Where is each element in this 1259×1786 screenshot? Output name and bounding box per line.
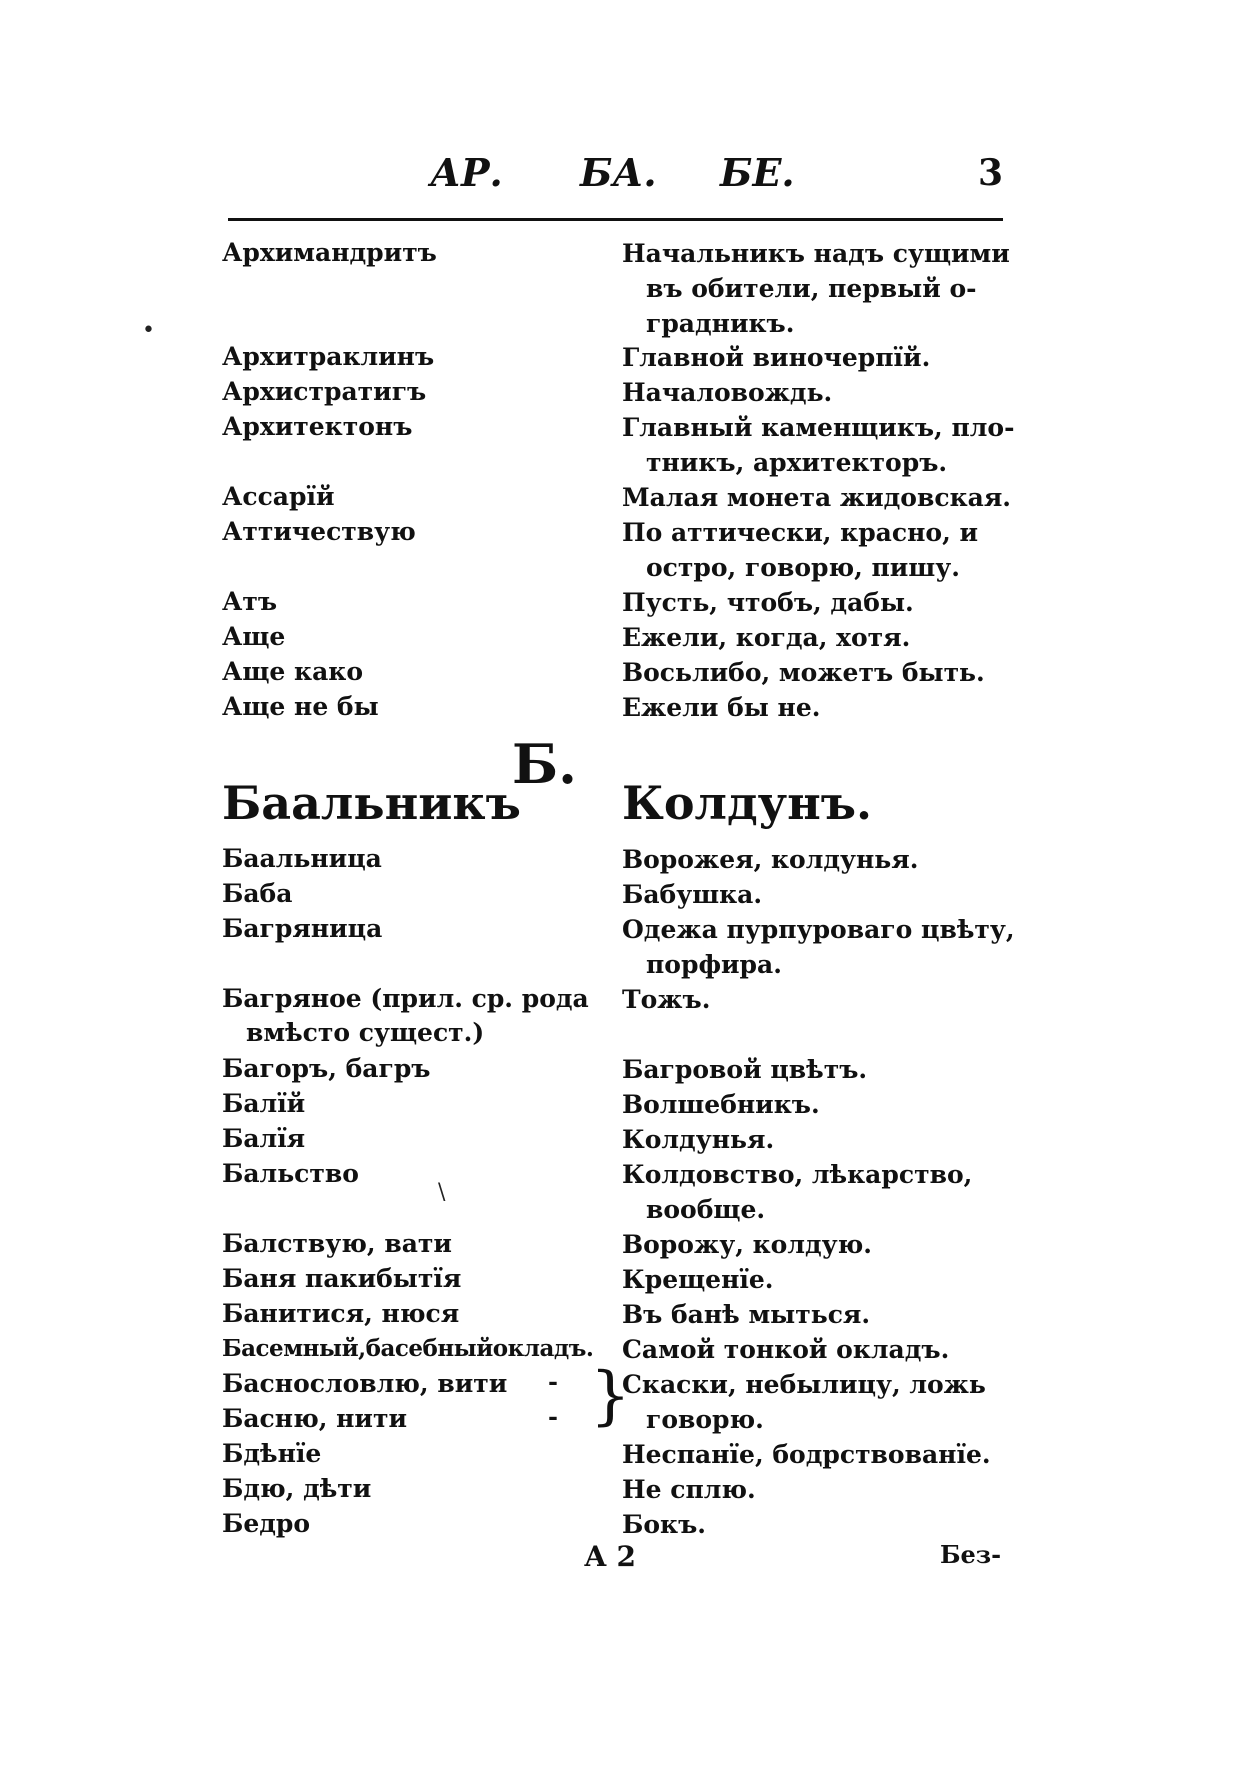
entry-term: Аще не бы [222,692,379,721]
entry-definition [622,982,1032,1017]
entry-term: Аще [222,622,286,651]
running-head-item: БА. [580,150,657,195]
entry-definition [622,480,1032,515]
entry-term: Баба [222,879,293,908]
entry-term: Багряница [222,914,383,943]
entry-term: Балїя [222,1124,306,1153]
running-head-item: БЕ. [720,150,795,195]
definition-line: Крещенїе. [622,1265,774,1294]
definition-line: Главной виночерпїй. [622,343,931,372]
entry-term: Архитектонъ [222,412,413,441]
definition-line: Колдовство, лѣкарство, [622,1160,973,1189]
entry-definition [622,842,1032,877]
entry-term: Бальство [222,1159,359,1188]
entry-term: Архистратигъ [222,377,427,406]
definition-line: порфира. [646,950,782,979]
dash-mark: - [548,1402,558,1431]
definition-line: Бабушка. [622,880,763,909]
dash-mark: - [548,1367,558,1396]
definition-line: говорю. [646,1405,764,1434]
running-head-item: АР. [430,150,503,195]
definition-line: тникъ, архитекторъ. [646,448,948,477]
definition-line: Волшебникъ. [622,1090,820,1119]
entry-definition [622,690,1032,725]
definition-line: По аттически, красно, и [622,518,979,547]
entry-definition [622,1157,1032,1227]
entry-term: Ассарїй [222,482,335,511]
entry-term: Бдѣнїе [222,1439,322,1468]
definition-line: Тожъ. [622,985,711,1014]
definition-line: Пусть, чтобъ, дабы. [622,588,914,617]
definition-line: Не сплю. [622,1475,756,1504]
entry-term [222,776,521,830]
entry-definition [622,877,1032,912]
entry-term: Багоръ, багръ [222,1054,431,1083]
entry-definition [622,776,1032,830]
entry-term: Балїй [222,1089,306,1118]
entry-term: Аттичествую [222,517,416,546]
entry-term: Баальница [222,844,382,873]
entry-term: Атъ [222,587,278,616]
entry-term: Аще како [222,657,364,686]
definition-line: Главный каменщикъ, пло- [622,413,1015,442]
entry-term: Балствую, вати [222,1229,452,1258]
entry-definition [622,912,1032,982]
entry-term: Архитраклинъ [222,342,435,371]
definition-line: Самой тонкой окладъ. [622,1335,950,1364]
entry-definition [622,1087,1032,1122]
definition-line: Ежели бы не. [622,693,821,722]
catchword: Без- [940,1540,1002,1569]
entry-definition [622,410,1032,480]
entry-term [222,982,589,1050]
entry-definition [622,1332,1032,1367]
definition-line: въ обители, первый о- [646,274,977,303]
entry-term: Баня пакибытїя [222,1264,462,1293]
entry-term: Архимандритъ [222,238,437,267]
definition-line: Восьлибо, можетъ быть. [622,658,985,687]
definition-line: Ежели, когда, хотя. [622,623,911,652]
brace-mark: } [590,1359,631,1433]
definition-line: Одежа пурпуроваго цвѣту, [622,915,1015,944]
entry-definition [622,375,1032,410]
term-line: Багряное (прил. ср. рода [222,984,589,1013]
entry-definition [622,236,1032,341]
definition-line: Багровой цвѣтъ. [622,1055,868,1084]
definition-line: остро, говорю, пишу. [646,553,960,582]
entry-term: Банитися, нюся [222,1299,460,1328]
definition-line: Колдунъ. [622,776,873,830]
definition-line: Колдунья. [622,1125,775,1154]
entry-definition [622,585,1032,620]
definition-line: Неспанїе, бодрствованїе. [622,1440,991,1469]
entry-term: Баснословлю, вити [222,1369,508,1398]
entry-term-text: Баальникъ [222,776,521,830]
entry-term: Басню, нити [222,1404,407,1433]
entry-term: Бдю, дѣти [222,1474,372,1503]
entry-definition [622,1122,1032,1157]
entry-definition [622,340,1032,375]
definition-line: Ворожея, колдунья. [622,845,919,874]
definition-line: Скаски, небылицу, ложь [622,1370,986,1399]
definition-line: градникъ. [646,309,795,338]
entry-definition [622,515,1032,585]
stray-mark: • [142,318,155,343]
signature-mark: А 2 [584,1540,637,1573]
entry-definition [622,1227,1032,1262]
definition-line: Начальникъ надъ сущими [622,239,1010,268]
section-letter: Б. [512,732,577,796]
term-line: вмѣсто сущест.) [246,1018,485,1047]
definition-line: Ворожу, колдую. [622,1230,872,1259]
entry-definition [622,1367,1032,1437]
entry-definition [622,1507,1032,1542]
entry-definition [622,1437,1032,1472]
entry-definition [622,1262,1032,1297]
entry-term: Бедро [222,1509,311,1538]
definition-line: Началовождь. [622,378,833,407]
entry-definition [622,1297,1032,1332]
definition-line: Въ банѣ мыться. [622,1300,871,1329]
page-number: 3 [978,152,1004,194]
definition-line: Малая монета жидовская. [622,483,1012,512]
entry-term: Басемный,басебныйокладъ. [222,1335,594,1362]
definition-line: Бокъ. [622,1510,706,1539]
definition-line: вообще. [646,1195,766,1224]
entry-definition [622,620,1032,655]
entry-definition [622,1472,1032,1507]
entry-definition [622,655,1032,690]
stray-mark: \ [438,1180,446,1205]
entry-definition [622,1052,1032,1087]
